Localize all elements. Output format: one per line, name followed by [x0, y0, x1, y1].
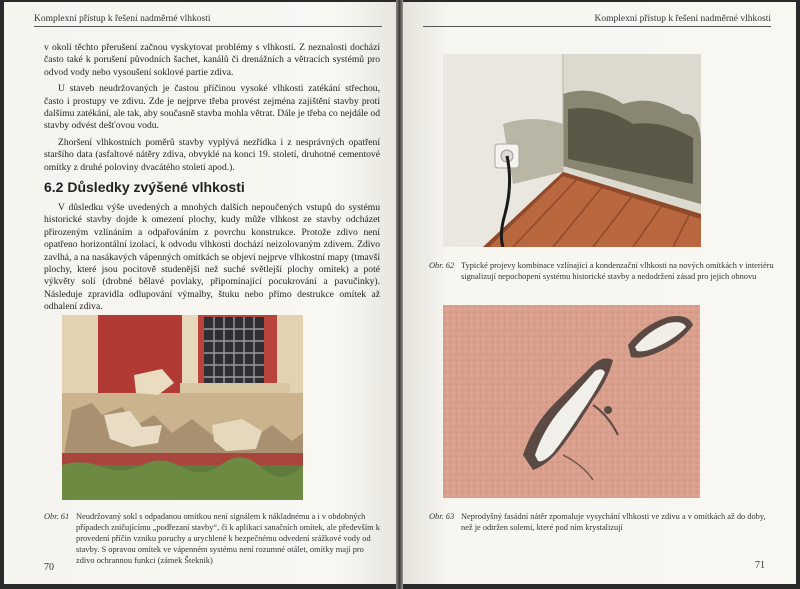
figure-62-label: Obr. 62 [429, 261, 455, 270]
figure-62-caption [429, 260, 774, 282]
paragraph-1: v okolí těchto přerušení začnou vyskytovat problémy s vlhkostí. Z neznalosti dochází často také k porušení původních šachet, kanálů či drenážních a větracích systémů pro odvod vody nebo vysoušení soklové partie zdiva. [44, 42, 380, 78]
page-number-right: 71 [755, 560, 765, 571]
figure-61-text: Neudržovaný sokl s odpadanou omítkou není signálem k nákladnému a i v obdobných případech zničujícímu „podřezaní stavby“, či k aplikaci sanačních omítek, ale především k provedení příčin vzniku poruchy a urychlené k bezpečnému odvedení srážkové vody od stavby. S opravou omítek ve vápenném systému není rozumné otálet, omítky mají pro zdivo ochrannou funkci (zámek Šteknik) [76, 512, 380, 565]
paragraph-section: V důsledku výše uvedených a mnohých dalších nepoučených vstupů do systému historické stavby dojde k omezení plochy, kudy může vlhkost ze stavby odcházet přirozeným vzlínáním a odpařováním z povrchu konstrukce. Protože zdivo není opatřeno horizontální izolací, k odvodu vlhkosti dochází neizolovaným zdivem. Zdivo zavlhá, a na nasákavých vápenných omítkách se objeví nejprve vlhkostní mapy (tmavší plochy, které jsou pocitově studenější než suché světlejší plochy omítek) a poté výkvěty solí (drobné bělavé povlaky, připomínající pocukrování a pavučinky). Následuje zpravidla odlupování výmalby, štuku nebo přímo destrukce omítek až odhalení zdiva. [44, 202, 380, 313]
paragraph-2: U staveb neudržovaných je častou příčinou vysoké vlhkosti zatékání střechou, často i prostupy ve zdivu. Zde je nejprve třeba provést zejména zajištění stavby proti dalšímu zatékání, ale tak, aby současně stavba mohla větrat. Dále je třeba co nejdále od stavby odvést dešťovou vodu. [44, 83, 380, 132]
section-text [44, 202, 380, 318]
book-gutter [396, 0, 403, 589]
figure-63-label: Obr. 63 [429, 512, 455, 521]
running-head-right: Komplexní přístup k řešení nadměrné vlhkosti [423, 14, 771, 27]
figure-62-photo [443, 54, 701, 247]
figure-61-label: Obr. 61 [44, 512, 70, 521]
peeling-paint-illustration [443, 305, 700, 498]
left-intro-text [44, 42, 380, 178]
page-number-left: 70 [44, 562, 54, 573]
section-heading: 6.2 Důsledky zvýšené vlhkosti [44, 179, 245, 195]
figure-62-text: Typické projevy kombinace vzlínající a kondenzační vlhkosti na nových omítkách v interiéru signalizují nepochopení systému historické stavby a nedodržení zásad pro jejich obnovu [461, 261, 774, 281]
right-page [403, 2, 796, 584]
figure-61-caption [44, 511, 380, 566]
figure-63-caption [429, 511, 774, 533]
figure-61-photo [62, 315, 303, 500]
figure-63-text: Neprodyšný fasádní nátěr zpomaluje vysychání vlhkosti ve zdivu a v omítkách až do doby, než je odtržen solemi, které pod ním krystalizují [461, 512, 766, 532]
paragraph-3: Zhoršení vlhkostních poměrů stavby vyplývá nezřídka i z nesprávných opatření staršího data (asfaltové nátěry zdiva, obvyklé na konci 19. století, druhotné cementové omítky z druhé poloviny dvacátého století apod.). [44, 136, 380, 173]
mold-corner-illustration [443, 54, 701, 247]
facade-illustration [62, 315, 303, 500]
running-head-left: Komplexní přístup k řešení nadměrné vlhkosti [34, 14, 382, 27]
figure-63-photo [443, 305, 700, 498]
left-page [4, 2, 396, 584]
